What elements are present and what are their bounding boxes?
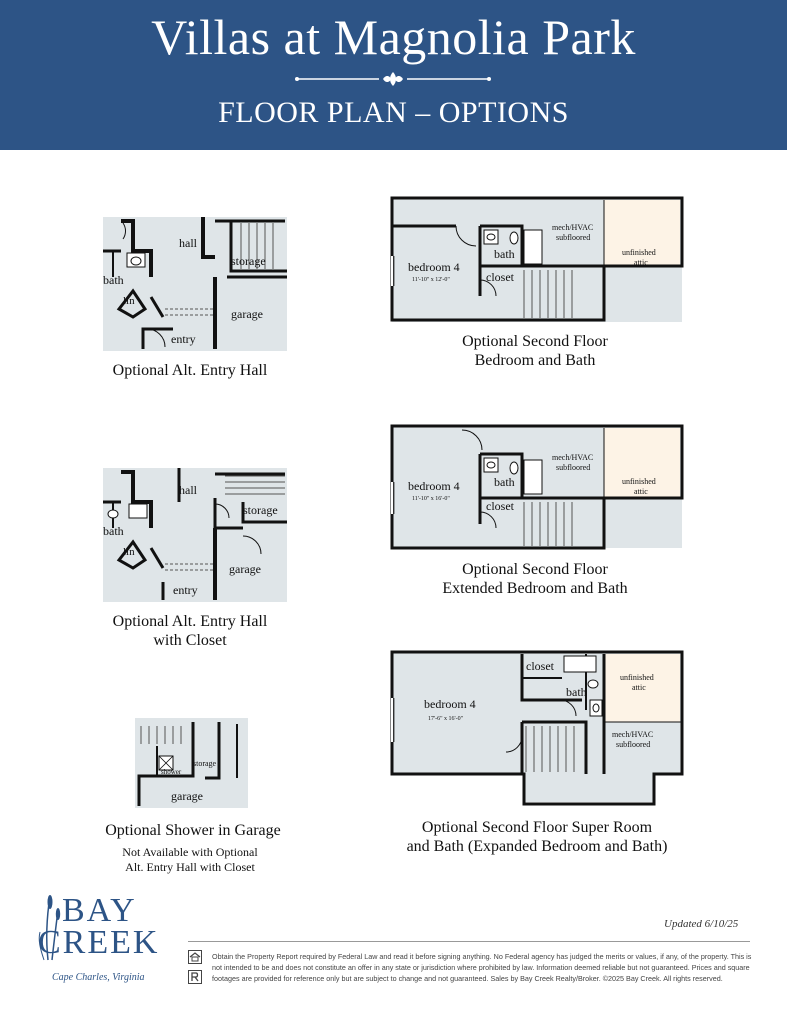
page-header <box>0 0 787 150</box>
caption-line: Optional Second Floor <box>462 561 608 578</box>
caption-second-floor-bedroom-bath <box>400 332 670 370</box>
caption-line: Extended Bedroom and Bath <box>442 580 628 597</box>
caption-second-floor-super-room <box>380 818 694 856</box>
room-label-attic: attic <box>634 258 648 267</box>
room-label-closet: closet <box>486 270 514 284</box>
bay-creek-logo <box>34 892 174 992</box>
footer-divider <box>188 941 750 942</box>
note-line: Not Available with Optional <box>122 845 258 859</box>
plan-second-floor-extended <box>390 424 684 550</box>
caption-second-floor-extended <box>400 560 670 598</box>
room-label-hall: hall <box>179 236 197 250</box>
room-label-attic: attic <box>632 683 646 692</box>
plan-shower-in-garage <box>135 718 248 808</box>
room-label-subfloored: subfloored <box>556 463 591 472</box>
plan-second-floor-bedroom-bath <box>390 196 684 324</box>
room-label-subfloored: subfloored <box>556 233 591 242</box>
page-title: Villas at Magnolia Park <box>151 9 636 65</box>
room-label-bath: bath <box>494 475 515 489</box>
caption-line: Optional Alt. Entry Hall <box>112 613 268 630</box>
room-label-unfinished: unfinished <box>622 477 656 486</box>
caption-line: Optional Second Floor Super Room <box>421 819 653 836</box>
logo-text-bay: BAY <box>62 892 137 929</box>
equal-housing-icon <box>188 950 202 964</box>
room-label-shower: shower <box>161 768 182 776</box>
note-line: Alt. Entry Hall with Closet <box>125 860 255 874</box>
room-label-garage: garage <box>171 789 203 803</box>
room-label-mech: mech/HVAC <box>552 223 594 232</box>
room-label-unfinished: unfinished <box>620 673 654 682</box>
room-label-closet: closet <box>526 659 554 673</box>
room-label-attic: attic <box>634 487 648 496</box>
room-label-storage: storage <box>193 759 217 768</box>
plan-second-floor-super-room <box>390 650 684 806</box>
page-subtitle: FLOOR PLAN – OPTIONS <box>218 96 569 129</box>
plan-alt-entry-hall-closet <box>103 468 287 602</box>
room-label-bath: bath <box>103 524 124 538</box>
room-label-storage: storage <box>231 254 266 268</box>
caption-line: Optional Second Floor <box>462 333 608 350</box>
room-label-mech: mech/HVAC <box>612 730 654 739</box>
room-label-bath: bath <box>566 685 587 699</box>
room-dimension: 11'-10" x 16'-0" <box>412 496 450 502</box>
plan-alt-entry-hall <box>103 217 287 351</box>
room-label-bedroom: bedroom 4 <box>408 479 460 493</box>
logo-location: Cape Charles, Virginia <box>52 972 145 983</box>
logo-text-creek: CREEK <box>38 924 160 961</box>
caption-alt-entry-hall: Optional Alt. Entry Hall <box>112 362 268 379</box>
room-label-lin: lin <box>123 295 135 307</box>
room-label-storage: storage <box>243 503 278 517</box>
room-label-garage: garage <box>231 307 263 321</box>
room-label-garage: garage <box>229 562 261 576</box>
caption-line: with Closet <box>153 632 227 649</box>
note-shower-not-available <box>90 845 290 875</box>
room-label-lin: lin <box>123 546 135 558</box>
room-label-bath: bath <box>103 273 124 287</box>
room-label-bedroom: bedroom 4 <box>424 697 476 711</box>
caption-shower-in-garage: Optional Shower in Garage <box>105 822 281 839</box>
room-label-subfloored: subfloored <box>616 740 651 749</box>
room-label-mech: mech/HVAC <box>552 453 594 462</box>
room-dimension: 11'-10" x 12'-0" <box>412 277 450 283</box>
updated-date: Updated 6/10/25 <box>664 918 739 930</box>
room-label-hall: hall <box>179 483 197 497</box>
room-dimension: 17'-6" x 16'-0" <box>428 716 464 722</box>
room-label-entry: entry <box>173 583 198 597</box>
room-label-unfinished: unfinished <box>622 248 656 257</box>
caption-line: Bedroom and Bath <box>474 352 596 369</box>
caption-line: and Bath (Expanded Bedroom and Bath) <box>406 838 668 855</box>
room-label-bath: bath <box>494 247 515 261</box>
flourish-divider-icon <box>295 70 491 88</box>
realtor-icon <box>188 970 202 984</box>
caption-alt-entry-hall-closet <box>80 612 300 650</box>
legal-disclaimer: Obtain the Property Report required by Federal Law and read it before signing anything. No Federal agency has judged the merits or values, if any, of the property. This is not intended to be and does not constitute an offer in any state or jurisdiction where prohibited by law. Information deemed reliable but not guaranteed. Prices and square footages are provided for reference only but are subject to change and not guaranteed. Sales by Bay Creek Realty/Broker. ©2025 Bay Creek. All rights reserved. <box>212 952 752 983</box>
room-label-bedroom: bedroom 4 <box>408 260 460 274</box>
room-label-entry: entry <box>171 332 196 346</box>
room-label-closet: closet <box>486 499 514 513</box>
